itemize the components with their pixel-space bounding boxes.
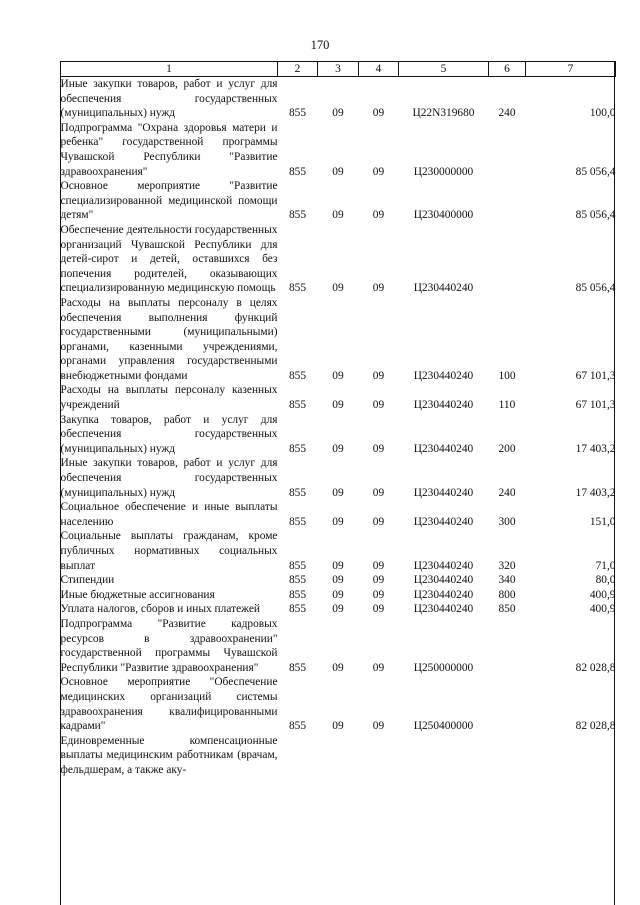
row-section: 09 (332, 282, 344, 295)
row-section (318, 734, 359, 778)
row-section: 09 (332, 165, 344, 178)
row-section: 09 (332, 486, 344, 499)
row-amount: 71,0 (595, 559, 616, 572)
row-expense-type (489, 179, 526, 223)
row-amount: 82 028,8 (575, 720, 616, 733)
row-admin-code (278, 734, 318, 778)
row-target-article: Ц250000000 (413, 661, 474, 674)
row-amount: 85 056,4 (575, 209, 616, 222)
row-subsection: 09 (372, 720, 385, 733)
row-admin-code: 855 (288, 588, 307, 601)
row-subsection: 09 (372, 486, 385, 499)
row-subsection: 09 (372, 515, 385, 528)
row-expense-type: 850 (498, 603, 516, 616)
column-header: 7 (526, 62, 616, 77)
row-target-article: Ц230440240 (413, 588, 474, 601)
row-subsection: 09 (372, 165, 385, 178)
row-section: 09 (332, 603, 344, 616)
table-header-row (61, 62, 616, 77)
table-body (61, 77, 616, 778)
row-name: Социальное обеспечение и иные выплаты населению (60, 501, 278, 528)
table-row (61, 602, 616, 617)
row-admin-code: 855 (288, 165, 307, 178)
row-subsection: 09 (372, 588, 385, 601)
row-subsection: 09 (372, 603, 385, 616)
table-row (61, 529, 616, 573)
row-admin-code: 855 (288, 209, 307, 222)
row-subsection: 09 (372, 442, 385, 455)
page-number: 170 (310, 38, 330, 52)
row-expense-type: 300 (498, 515, 516, 528)
row-section: 09 (332, 399, 344, 412)
row-admin-code: 855 (288, 603, 307, 616)
column-header: 2 (278, 62, 318, 77)
row-admin-code: 855 (288, 515, 307, 528)
row-name: Расходы на выплаты персоналу в целях обеспечения выполнения функций государственными (муниципальными) органами, казенными учреждениями, органами управления государственными внебюджетными фондами (60, 296, 278, 382)
row-target-article: Ц230440240 (413, 486, 474, 499)
row-amount: 400,9 (589, 588, 616, 601)
row-admin-code: 855 (288, 661, 307, 674)
table-row (61, 588, 616, 603)
row-name: Закупка товаров, работ и услуг для обеспечения государственных (муниципальных) нужд (60, 413, 278, 455)
row-target-article: Ц230440240 (413, 442, 474, 455)
row-section: 09 (332, 515, 344, 528)
row-name: Единовременные компенсационные выплаты медицинским работникам (врачам, фельдшерам, а также аку- (60, 734, 278, 776)
row-admin-code: 855 (288, 282, 307, 295)
row-expense-type (489, 617, 526, 675)
table-row (61, 675, 616, 733)
table-row (61, 121, 616, 179)
table-row (61, 456, 616, 500)
row-admin-code: 855 (288, 559, 307, 572)
row-subsection: 09 (372, 209, 385, 222)
row-expense-type: 800 (498, 588, 516, 601)
row-amount (526, 734, 616, 778)
row-name: Иные бюджетные ассигнования (60, 588, 215, 601)
row-section: 09 (332, 588, 344, 601)
row-admin-code: 855 (288, 486, 307, 499)
row-amount: 17 403,2 (575, 442, 616, 455)
table-row (61, 296, 616, 384)
row-admin-code: 855 (288, 720, 307, 733)
table-row (61, 383, 616, 412)
row-amount: 100,0 (589, 107, 616, 120)
row-subsection: 09 (372, 282, 385, 295)
column-header: 6 (489, 62, 526, 77)
row-amount: 400,9 (589, 603, 616, 616)
row-admin-code: 855 (288, 369, 307, 382)
row-amount: 67 101,3 (575, 369, 616, 382)
column-header: 5 (399, 62, 489, 77)
row-name: Социальные выплаты гражданам, кроме публичных нормативных социальных выплат (60, 530, 278, 572)
row-name: Иные закупки товаров, работ и услуг для обеспечения государственных (муниципальных) нужд (60, 78, 278, 120)
row-expense-type: 110 (498, 399, 516, 412)
row-expense-type: 240 (498, 486, 516, 499)
row-name: Обеспечение деятельности государственных организаций Чувашской Республики для детей-сирот и детей, оставшихся без попечения родителей, оказывающих специализированную медицинскую помощь (60, 223, 278, 295)
row-target-article: Ц230400000 (413, 209, 474, 222)
row-name: Иные закупки товаров, работ и услуг для обеспечения государственных (муниципальных) нужд (60, 457, 278, 499)
row-target-article: Ц230440240 (413, 603, 474, 616)
table-row (61, 500, 616, 529)
row-target-article: Ц230440240 (413, 369, 474, 382)
row-admin-code: 855 (288, 399, 307, 412)
row-subsection: 09 (372, 107, 385, 120)
row-subsection: 09 (372, 559, 385, 572)
row-amount: 151,0 (589, 515, 616, 528)
row-amount: 17 403,2 (575, 486, 616, 499)
row-expense-type: 340 (498, 574, 516, 587)
row-section: 09 (332, 369, 344, 382)
row-name: Расходы на выплаты персоналу казенных учреждений (60, 384, 278, 412)
row-section: 09 (332, 559, 344, 572)
table-row (61, 77, 616, 121)
table-row (61, 734, 616, 778)
row-expense-type (489, 223, 526, 296)
table-row (61, 413, 616, 457)
row-name: Основное мероприятие "Обеспечение медицинских организаций системы здравоохранения квалифицированными кадрами" (60, 676, 278, 733)
row-expense-type: 100 (498, 369, 516, 382)
row-section: 09 (332, 574, 344, 587)
row-target-article: Ц230440240 (413, 399, 474, 412)
column-header: 4 (359, 62, 399, 77)
row-target-article: Ц230440240 (413, 559, 474, 572)
table-row (61, 617, 616, 675)
row-admin-code: 855 (288, 107, 307, 120)
row-amount: 67 101,3 (575, 399, 616, 412)
row-expense-type: 320 (498, 559, 516, 572)
column-header: 3 (318, 62, 359, 77)
row-expense-type: 240 (498, 107, 516, 120)
row-subsection: 09 (372, 399, 385, 412)
row-amount: 80,0 (595, 574, 616, 587)
row-expense-type: 200 (498, 442, 516, 455)
row-section: 09 (332, 720, 344, 733)
row-expense-type (489, 734, 526, 778)
column-header: 1 (61, 62, 278, 77)
row-expense-type (489, 675, 526, 733)
row-target-article: Ц230000000 (413, 165, 474, 178)
row-amount: 82 028,8 (575, 661, 616, 674)
row-target-article: Ц230440240 (413, 515, 474, 528)
row-amount: 85 056,4 (575, 165, 616, 178)
row-section: 09 (332, 442, 344, 455)
row-section: 09 (332, 661, 344, 674)
row-subsection: 09 (372, 369, 385, 382)
row-expense-type (489, 121, 526, 179)
table-row (61, 179, 616, 223)
row-subsection: 09 (372, 574, 385, 587)
row-admin-code: 855 (288, 442, 307, 455)
row-target-article: Ц230440240 (413, 574, 474, 587)
row-target-article (399, 734, 489, 778)
row-subsection: 09 (372, 661, 385, 674)
row-admin-code: 855 (288, 574, 307, 587)
table-row (61, 223, 616, 296)
row-name: Подпрограмма "Охрана здоровья матери и ребенка" государственной программы Чувашской Республики "Развитие здравоохранения" (60, 121, 278, 178)
row-section: 09 (332, 209, 344, 222)
row-target-article: Ц22N319680 (412, 107, 475, 120)
row-name: Основное мероприятие "Развитие специализированной медицинской помощи детям" (60, 180, 278, 222)
row-target-article: Ц230440240 (413, 282, 474, 295)
row-amount: 85 056,4 (575, 282, 616, 295)
row-target-article: Ц250400000 (413, 720, 474, 733)
row-name: Подпрограмма "Развитие кадровых ресурсов в здравоохранении" государственной программы Чувашской Республики "Развитие здравоохранения" (60, 617, 278, 674)
row-name: Уплата налогов, сборов и иных платежей (60, 603, 260, 616)
row-section: 09 (332, 107, 344, 120)
row-subsection (359, 734, 399, 778)
table-row (61, 573, 616, 588)
budget-table (60, 61, 616, 778)
row-name: Стипендии (60, 574, 115, 587)
